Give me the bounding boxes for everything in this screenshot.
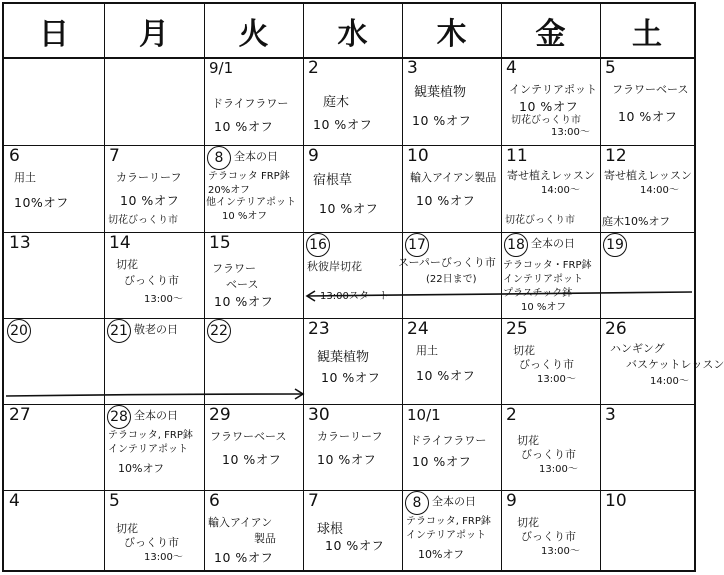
discount-text: 10 %オフ	[325, 538, 385, 553]
event-text: 10%オフ	[418, 548, 465, 561]
event-text: 14:00～	[640, 185, 679, 196]
calendar-day-cell[interactable]	[104, 404, 204, 490]
event-text: 用土	[14, 171, 36, 184]
day-number: 15	[209, 233, 231, 253]
day-number: 3	[407, 58, 418, 78]
event-text: 球根	[317, 522, 344, 537]
day-number: 23	[308, 319, 330, 339]
event-text: 切花びっくり市	[505, 215, 575, 226]
calendar-day-cell[interactable]	[104, 145, 204, 232]
event-text: 14:00～	[541, 185, 580, 196]
event-text: スーパーびっくり市	[398, 256, 496, 269]
event-text: プラスチック鉢	[503, 288, 573, 299]
calendar-day-cell[interactable]	[402, 57, 501, 145]
calendar-day-cell[interactable]	[303, 232, 402, 318]
discount-text: 10 %オフ	[214, 550, 274, 565]
event-text: 秋彼岸切花	[307, 260, 362, 273]
event-text: 他インテリアポット	[206, 197, 296, 208]
event-text: 13:00～	[144, 294, 183, 305]
event-text: ドライフラワー	[410, 434, 487, 447]
calendar-day-cell[interactable]	[402, 404, 501, 490]
event-text: びっくり市	[124, 536, 179, 549]
event-text: 切花	[513, 344, 535, 357]
day-number: 25	[506, 319, 528, 339]
day-number: 27	[9, 405, 31, 425]
day-number: 10	[605, 491, 627, 511]
event-text: インテリアポット	[509, 83, 597, 96]
event-text: テラコッタ FRP鉢	[208, 171, 290, 182]
calendar-day-cell[interactable]	[600, 57, 694, 145]
event-text: 輸入アイアン	[208, 516, 273, 529]
event-text: 製品	[254, 532, 276, 545]
calendar-day-cell[interactable]	[104, 318, 204, 404]
event-text: 庭木	[323, 95, 350, 110]
calendar-day-cell[interactable]	[4, 490, 104, 570]
event-text: 13:00～	[541, 546, 580, 557]
day-number: 4	[9, 491, 20, 511]
event-text: テラコッタ, FRP鉢	[108, 430, 193, 441]
event-text: 寄せ植えレッスン	[507, 169, 595, 182]
discount-text: 10 %オフ	[618, 109, 678, 124]
event-text: カラーリーフ	[116, 171, 182, 184]
day-tag: 全本の日	[432, 495, 476, 508]
weekday-header: 火	[238, 16, 269, 52]
discount-text: 10 %オフ	[321, 370, 381, 385]
calendar-day-cell[interactable]	[104, 57, 204, 145]
event-text: 輸入アイアン製品	[410, 171, 497, 184]
day-number: 9/1	[209, 59, 234, 77]
day-tag: 敬老の日	[134, 323, 178, 336]
calendar	[2, 2, 724, 572]
event-text: 観葉植物	[414, 85, 467, 100]
event-text: 10 %オフ	[222, 211, 268, 222]
event-text: 切花	[517, 516, 539, 529]
event-text: フラワー	[212, 262, 256, 275]
weekday-header: 日	[39, 16, 69, 52]
event-text: ベース	[226, 278, 259, 291]
weekday-header: 金	[535, 16, 566, 52]
calendar-day-cell[interactable]	[600, 145, 694, 232]
discount-text: 10 %オフ	[317, 452, 377, 467]
discount-text: 10 %オフ	[519, 99, 579, 114]
event-text: 13:00～	[144, 552, 183, 563]
calendar-day-cell[interactable]	[204, 57, 303, 145]
event-text: バスケットレッスン	[626, 358, 724, 371]
event-text: (22日まで)	[426, 274, 477, 285]
calendar-day-cell[interactable]	[600, 404, 694, 490]
day-number: 6	[209, 491, 220, 511]
weekday-header-row	[4, 4, 694, 59]
day-number: 8	[207, 146, 231, 170]
day-number: 10	[407, 146, 429, 166]
event-text: 14:00～	[650, 376, 689, 387]
calendar-day-cell[interactable]	[303, 490, 402, 570]
event-text: インテリアポット	[108, 444, 188, 455]
event-text: びっくり市	[521, 448, 576, 461]
day-number: 16	[306, 233, 330, 257]
day-number: 20	[7, 319, 31, 343]
event-text: テラコッタ, FRP鉢	[406, 516, 491, 527]
calendar-day-cell[interactable]	[204, 404, 303, 490]
event-text: 13:00～	[551, 127, 590, 138]
discount-text: 10 %オフ	[214, 119, 274, 134]
day-number: 11	[506, 146, 528, 166]
day-number: 12	[605, 146, 627, 166]
discount-text: 10 %オフ	[416, 193, 476, 208]
event-text: フラワーベース	[210, 430, 287, 443]
calendar-day-cell[interactable]	[402, 318, 501, 404]
calendar-day-cell[interactable]	[402, 490, 501, 570]
calendar-day-cell[interactable]	[4, 318, 104, 404]
day-number: 19	[603, 233, 627, 257]
discount-text: 10 %オフ	[313, 117, 373, 132]
discount-text: 10 %オフ	[120, 193, 180, 208]
calendar-day-cell[interactable]	[204, 145, 303, 232]
day-number: 26	[605, 319, 627, 339]
discount-text: 10 %オフ	[412, 113, 472, 128]
discount-text: 10 %オフ	[319, 201, 379, 216]
event-text: 切花	[116, 522, 138, 535]
event-text: 寄せ植えレッスン	[604, 169, 692, 182]
calendar-day-cell[interactable]	[303, 404, 402, 490]
discount-text: 10 %オフ	[412, 454, 472, 469]
event-text: 切花びっくり市	[108, 215, 178, 226]
calendar-day-cell[interactable]	[204, 490, 303, 570]
calendar-day-cell[interactable]	[600, 490, 694, 570]
event-text: 宿根草	[313, 173, 353, 188]
day-tag: 全本の日	[531, 237, 575, 250]
day-number: 9	[308, 146, 319, 166]
weekday-header: 木	[436, 16, 467, 52]
event-text: 切花	[517, 434, 539, 447]
day-number: 5	[605, 58, 616, 78]
calendar-day-cell[interactable]	[501, 57, 600, 145]
calendar-day-cell[interactable]	[4, 404, 104, 490]
event-text: 13:00～	[539, 464, 578, 475]
day-number: 9	[506, 491, 517, 511]
event-text: テラコッタ・FRP鉢	[503, 260, 592, 271]
event-text: びっくり市	[519, 358, 574, 371]
calendar-day-cell[interactable]	[204, 318, 303, 404]
calendar-day-cell[interactable]	[204, 232, 303, 318]
calendar-day-cell[interactable]	[303, 145, 402, 232]
event-text: 10%オフ	[118, 462, 165, 475]
event-text: 20%オフ	[208, 185, 250, 196]
event-text: びっくり市	[521, 530, 576, 543]
day-number: 18	[504, 233, 528, 257]
day-number: 7	[109, 146, 120, 166]
discount-text: 10 %オフ	[214, 294, 274, 309]
event-text: フラワーベース	[612, 83, 689, 96]
event-text: びっくり市	[124, 274, 179, 287]
discount-text: 10 %オフ	[416, 368, 476, 383]
calendar-day-cell[interactable]	[303, 318, 402, 404]
day-number: 8	[405, 491, 429, 515]
event-text: 切花びっくり市	[511, 115, 581, 126]
event-text: インテリアポット	[406, 530, 486, 541]
calendar-day-cell[interactable]	[4, 232, 104, 318]
discount-text: 10 %オフ	[222, 452, 282, 467]
day-number: 21	[107, 319, 131, 343]
calendar-day-cell[interactable]	[104, 490, 204, 570]
day-number: 17	[405, 233, 429, 257]
day-number: 29	[209, 405, 231, 425]
day-number: 6	[9, 146, 20, 166]
calendar-day-cell[interactable]	[402, 145, 501, 232]
day-number: 2	[308, 58, 319, 78]
event-text: 切花	[116, 258, 138, 271]
event-text: 10 %オフ	[521, 302, 567, 313]
day-number: 4	[506, 58, 517, 78]
discount-text: 10%オフ	[14, 195, 69, 210]
event-text: 13:00～	[537, 374, 576, 385]
calendar-day-cell[interactable]	[501, 490, 600, 570]
event-text: 用土	[416, 344, 438, 357]
event-text: ドライフラワー	[212, 97, 289, 110]
day-number: 7	[308, 491, 319, 511]
calendar-day-cell[interactable]	[501, 232, 600, 318]
day-number: 10/1	[407, 406, 441, 424]
calendar-day-cell[interactable]	[4, 57, 104, 145]
event-text: 庭木10%オフ	[602, 215, 671, 228]
event-text: カラーリーフ	[317, 430, 383, 443]
day-number: 28	[107, 405, 131, 429]
day-number: 5	[109, 491, 120, 511]
day-number: 2	[506, 405, 517, 425]
day-number: 24	[407, 319, 429, 339]
calendar-day-cell[interactable]	[600, 318, 724, 404]
event-text: インテリアポット	[503, 274, 583, 285]
calendar-day-cell[interactable]	[104, 232, 204, 318]
span-label: 13:00スタート	[320, 291, 389, 302]
day-tag: 全本の日	[234, 150, 278, 163]
weekday-header: 土	[632, 16, 662, 52]
day-number: 30	[308, 405, 330, 425]
day-number: 14	[109, 233, 131, 253]
weekday-header: 月	[139, 16, 169, 52]
calendar-day-cell[interactable]	[600, 232, 694, 318]
calendar-day-cell[interactable]	[303, 57, 402, 145]
calendar-day-cell[interactable]	[4, 145, 104, 232]
calendar-day-cell[interactable]	[398, 232, 501, 318]
calendar-day-cell[interactable]	[501, 145, 600, 232]
day-tag: 全本の日	[134, 409, 178, 422]
calendar-day-cell[interactable]	[501, 404, 600, 490]
weekday-header: 水	[337, 16, 368, 52]
day-number: 22	[207, 319, 231, 343]
calendar-day-cell[interactable]	[501, 318, 600, 404]
day-number: 3	[605, 405, 616, 425]
event-text: ハンギング	[610, 342, 665, 355]
event-text: 観葉植物	[317, 350, 370, 365]
day-number: 13	[9, 233, 31, 253]
